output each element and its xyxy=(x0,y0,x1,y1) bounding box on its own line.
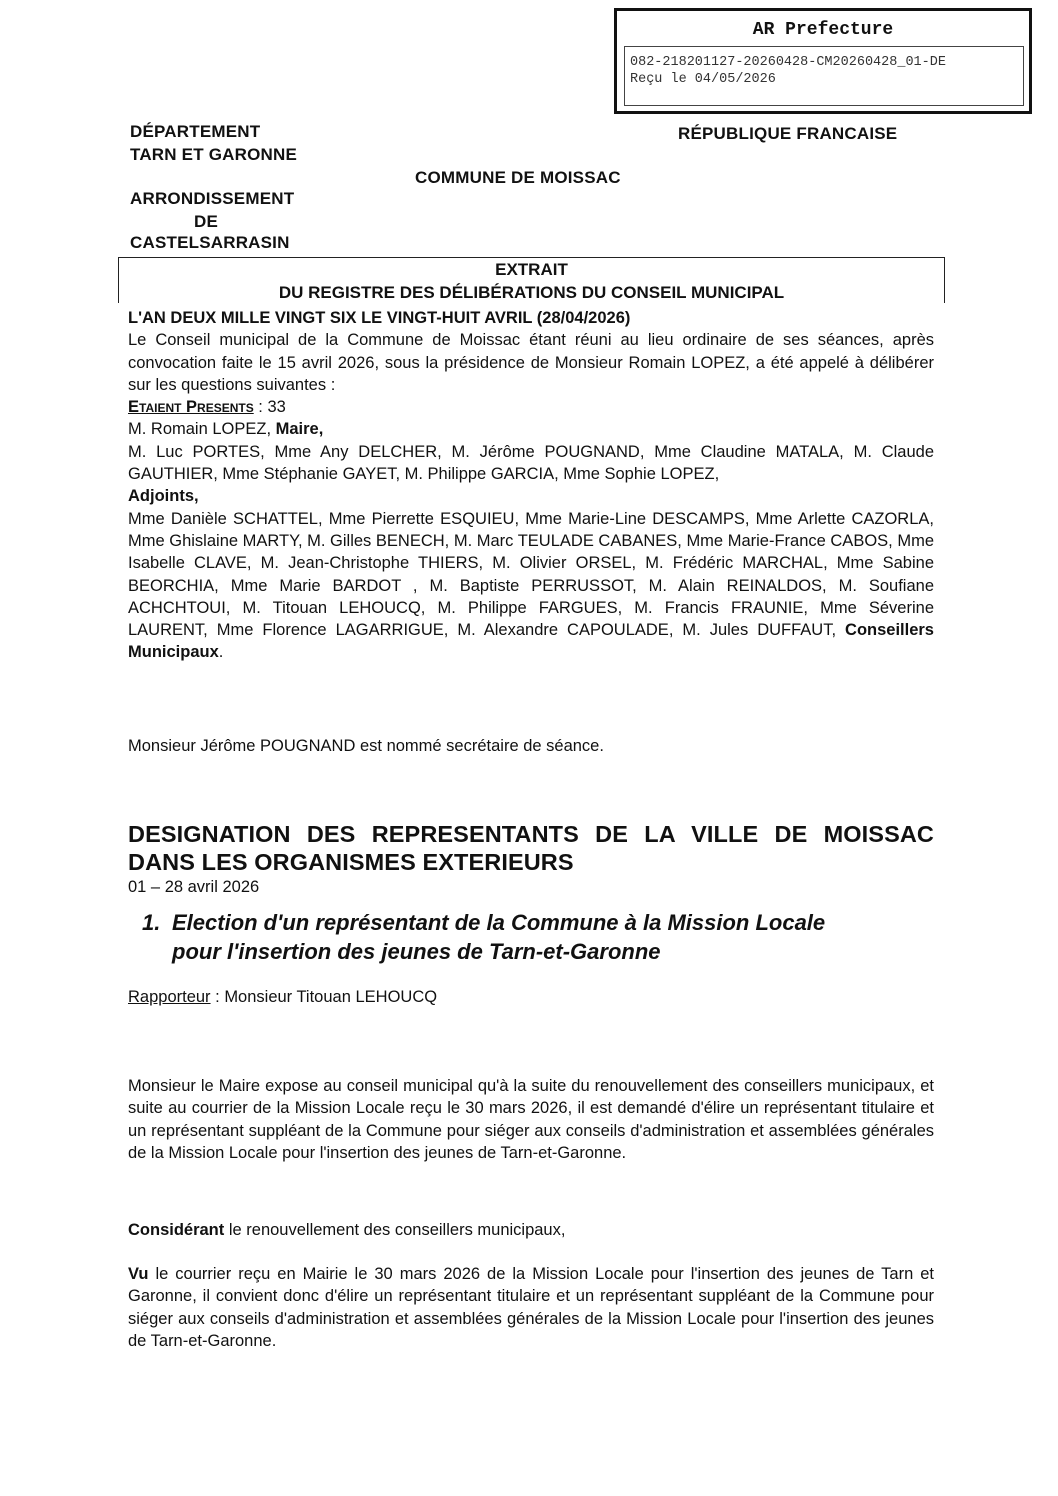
departement-name: TARN ET GARONNE xyxy=(130,145,298,164)
session-date-line: L'AN DEUX MILLE VINGT SIX LE VINGT-HUIT AVRIL (28/04/2026) xyxy=(128,309,631,327)
considerant-text: le renouvellement des conseillers municipaux, xyxy=(224,1221,566,1239)
session-block xyxy=(128,307,934,664)
item-title-line1: Election d'un représentant de la Commune à la Mission Locale xyxy=(172,910,826,935)
presents-line xyxy=(128,396,934,418)
expose-paragraph: Monsieur le Maire expose au conseil municipal qu'à la suite du renouvellement des conseillers municipaux, et suite au courrier de la Mission Locale reçu le 30 mars 2026, il est demandé d'élire un représentant titulaire et un représentant suppléant de la Commune pour siéger aux conseils d'administration et assemblées générales de la Mission Locale pour l'insertion des jeunes de Tarn-et-Garonne. xyxy=(128,1077,934,1162)
conseillers-names: Mme Danièle SCHATTEL, Mme Pierrette ESQUIEU, Mme Marie-Line DESCAMPS, Mme Arlette CAZORLA, Mme Ghislaine MARTY, M. Gilles BENECH, M. Marc TEULADE CABANES, Mme Marie-France CABOS, Mme Isabelle CLAVE, M. Jean-Christophe THIERS, M. Olivier ORSEL, M. Frédéric MARCHAL, Mme Sabine BEORCHIA, Mme Marie BARDOT , M. Baptiste PERRUSSOT, M. Alain REINALDOS, M. Soufiane ACHCHTOUI, M. Titouan LEHOUCQ, M. Philippe FARGUES, M. Francis FRAUNIE, Mme Séverine LAURENT, Mme Florence LAGARRIGUE, M. Alexandre CAPOULADE, M. Jules DUFFAUT, xyxy=(128,509,934,640)
vu-text: le courrier reçu en Mairie le 30 mars 2026 de la Mission Locale pour l'insertion des jeunes de Tarn et Garonne, il convient donc d'élire un représentant titulaire et un représentant suppléant de la Commune pour siéger aux conseils d'administration et assemblées générales de la Mission Locale pour l'insertion des jeunes de Tarn-et-Garonne. xyxy=(128,1265,934,1350)
banner-extrait: EXTRAIT xyxy=(495,260,568,279)
presents-count: : 33 xyxy=(253,398,286,417)
deliberation-title: DESIGNATION DES REPRESENTANTS DE LA VILLE DE MOISSAC DANS LES ORGANISMES EXTERIEURS xyxy=(128,821,934,875)
arrondissement-label: ARRONDISSEMENT xyxy=(130,189,295,208)
arrondissement-name: CASTELSARRASIN xyxy=(130,233,290,252)
adjoints-names: M. Luc PORTES, Mme Any DELCHER, M. Jérôme POUGNAND, Mme Claudine MATALA, M. Claude GAUTHIER, Mme Stéphanie GAYET, M. Philippe GARCIA, Mme Sophie LOPEZ, xyxy=(128,442,934,484)
considerant-paragraph xyxy=(128,1219,934,1241)
rapporteur-name: : Monsieur Titouan LEHOUCQ xyxy=(210,988,438,1006)
stamp-received-date: Reçu le 04/05/2026 xyxy=(630,72,776,87)
rapporteur-line xyxy=(128,988,437,1007)
deliberation-ref-date: 01 – 28 avril 2026 xyxy=(128,878,260,896)
maire-role: Maire, xyxy=(275,420,324,439)
maire-name: M. Romain LOPEZ, xyxy=(128,420,276,439)
banner-registre: DU REGISTRE DES DÉLIBÉRATIONS DU CONSEIL MUNICIPAL xyxy=(278,283,785,302)
considerant-label: Considérant xyxy=(128,1221,225,1239)
vu-paragraph xyxy=(128,1263,934,1352)
commune-label: COMMUNE DE MOISSAC xyxy=(415,168,621,187)
item-title-line2: pour l'insertion des jeunes de Tarn-et-Garonne xyxy=(172,939,661,964)
stamp-reference: 082-218201127-20260428-CM20260428_01-DE xyxy=(630,55,946,70)
item-number: 1. xyxy=(142,910,161,935)
secretary-line: Monsieur Jérôme POUGNAND est nommé secrétaire de séance. xyxy=(128,737,604,755)
departement-label: DÉPARTEMENT xyxy=(130,122,261,141)
republique-label: RÉPUBLIQUE FRANCAISE xyxy=(678,124,898,143)
conseillers-role: Conseillers Municipaux xyxy=(128,621,934,662)
presents-label: Etaient Presents xyxy=(128,398,254,417)
session-intro: Le Conseil municipal de la Commune de Moissac étant réuni au lieu ordinaire de ses séances, après convocation faite le 15 avril 2026, sous la présidence de Monsieur Romain LOPEZ, a été appelé à délibérer sur les questions suivantes : xyxy=(128,331,934,394)
arrondissement-de: DE xyxy=(194,212,219,231)
rapporteur-label: Rapporteur xyxy=(128,988,211,1006)
adjoints-role: Adjoints, xyxy=(128,487,199,506)
maire-line xyxy=(128,418,934,440)
conseillers-paragraph xyxy=(128,508,934,664)
conseillers-end: . xyxy=(218,643,224,662)
stamp-title: AR Prefecture xyxy=(752,20,894,40)
item-title xyxy=(142,908,936,966)
vu-label: Vu xyxy=(128,1265,149,1283)
